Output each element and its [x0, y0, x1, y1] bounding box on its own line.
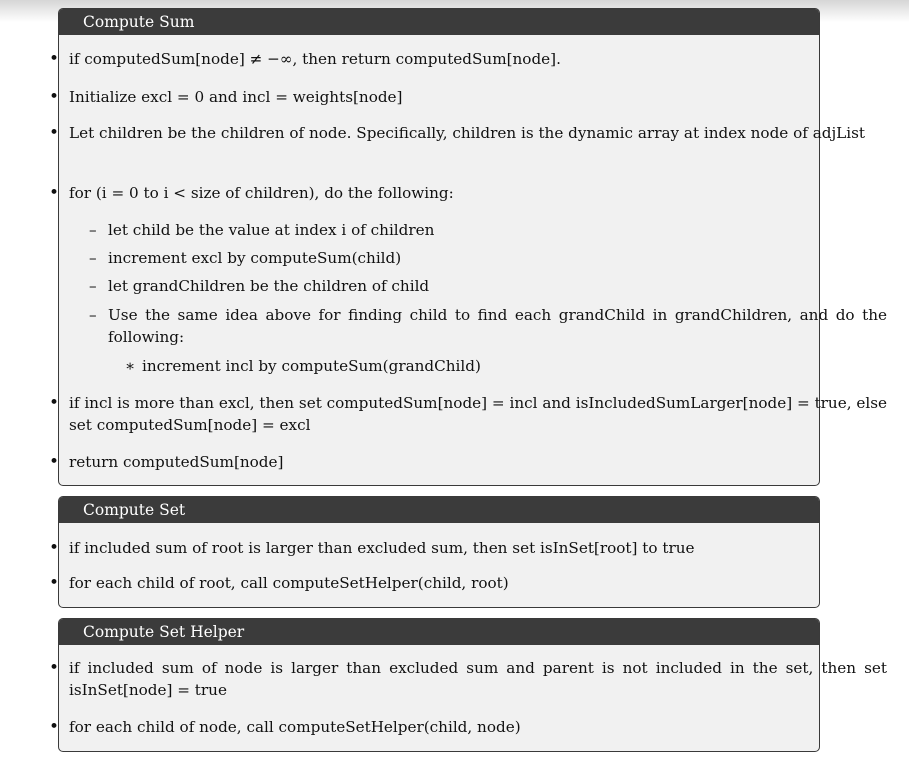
- list-item: • for each child of root, call computeSetHelper(child, root): [69, 572, 887, 594]
- list-item: • if included sum of root is larger than excluded sum, then set isInSet[root] to true: [69, 537, 887, 559]
- list-item: • if incl is more than excl, then set computedSum[node] = incl and isIncludedSumLarger[node] = true, else set computedSum[node] = excl: [69, 392, 887, 436]
- list-item: • Let children be the children of node. Specifically, children is the dynamic array at index node of adjList: [69, 122, 887, 144]
- list-item: • Initialize excl = 0 and incl = weights[node]: [69, 86, 887, 108]
- compute-sum-title: Compute Sum: [59, 9, 819, 35]
- sub-list-item: – let child be the value at index i of children: [108, 219, 887, 241]
- list-item: • if computedSum[node] ≠ −∞, then return computedSum[node].: [69, 48, 887, 70]
- sub-list-item: – Use the same idea above for finding child to find each grandChild in grandChildren, and do the following:: [108, 304, 887, 348]
- sub-list-item: – let grandChildren be the children of child: [108, 275, 887, 297]
- list-item: • return computedSum[node]: [69, 451, 887, 473]
- compute-set-helper-title: Compute Set Helper: [59, 619, 819, 645]
- sub-list-item: – increment excl by computeSum(child): [108, 247, 887, 269]
- subsub-list-item: ∗ increment incl by computeSum(grandChild): [142, 355, 887, 377]
- list-item: • for each child of node, call computeSetHelper(child, node): [69, 716, 887, 738]
- list-item: • for (i = 0 to i < size of children), do the following:: [69, 182, 887, 204]
- compute-set-title: Compute Set: [59, 497, 819, 523]
- list-item: • if included sum of node is larger than excluded sum and parent is not included in the set, then set isInSet[node] = true: [69, 657, 887, 701]
